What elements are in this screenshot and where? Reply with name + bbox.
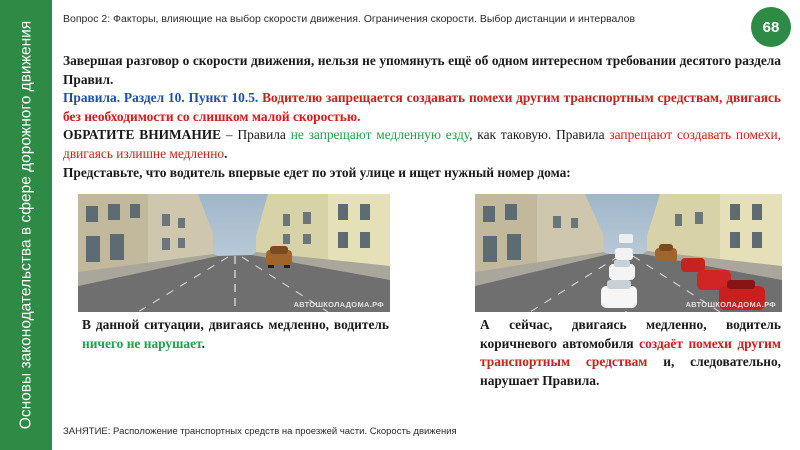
sidebar-title: Основы законодательства в сфере дорожного движения xyxy=(17,20,35,430)
intro-paragraph: Завершая разговор о скорости движения, нельзя не упомянуть ещё об одном интересном требовании десятого раздела Правил. xyxy=(63,53,781,87)
attention-end: . xyxy=(224,145,228,161)
caption-right xyxy=(480,316,781,390)
image-watermark: АВТОШКОЛАДОМА.РФ xyxy=(293,300,384,309)
image-watermark: АВТОШКОЛАДОМА.РФ xyxy=(685,300,776,309)
imagine-paragraph: Представьте, что водитель впервые едет по этой улице и ищет нужный номер дома: xyxy=(63,165,571,180)
caption-right-end: и, следовательно, нарушает Правила. xyxy=(480,354,781,388)
caption-left xyxy=(82,316,389,353)
street-image-left xyxy=(78,194,390,312)
page-number-badge: 68 xyxy=(751,7,791,47)
attention-mid-text: , как таковую. Правила xyxy=(469,127,610,142)
rule-reference: Правила. Раздел 10. Пункт 10.5. xyxy=(63,90,259,105)
footer-lesson: ЗАНЯТИЕ: Расположение транспортных средств на проезжей части. Скорость движения xyxy=(63,426,457,437)
attention-red-text: запрещают создавать помехи, двигаясь излишне медленно xyxy=(63,127,781,161)
attention-paragraph xyxy=(63,126,781,163)
caption-left-end: . xyxy=(201,335,205,351)
caption-right-start: А сейчас, двигаясь медленно, водитель коричневого автомобиля xyxy=(480,317,781,351)
attention-label: ОБРАТИТЕ ВНИМАНИЕ xyxy=(63,127,222,142)
attention-green-text: не запрещают медленную езду xyxy=(290,127,470,142)
caption-right-red: создаёт помехи другим транспортным средствам xyxy=(480,335,781,369)
rule-text: Водителю запрещается создавать помехи другим транспортным средствам, двигаясь без необходимости со слишком малой скоростью. xyxy=(63,90,781,124)
header-title: Вопрос 2: Факторы, влияющие на выбор скорости движения. Ограничения скорости. Выбор дистанции и интервалов xyxy=(63,13,636,25)
caption-left-start: В данной ситуации, двигаясь медленно, водитель xyxy=(82,317,389,332)
sidebar xyxy=(0,0,52,450)
attention-dash: – Правила xyxy=(221,127,291,142)
caption-left-green: ничего не нарушает xyxy=(82,335,202,351)
street-image-right xyxy=(475,194,782,312)
rule-paragraph xyxy=(63,89,781,126)
